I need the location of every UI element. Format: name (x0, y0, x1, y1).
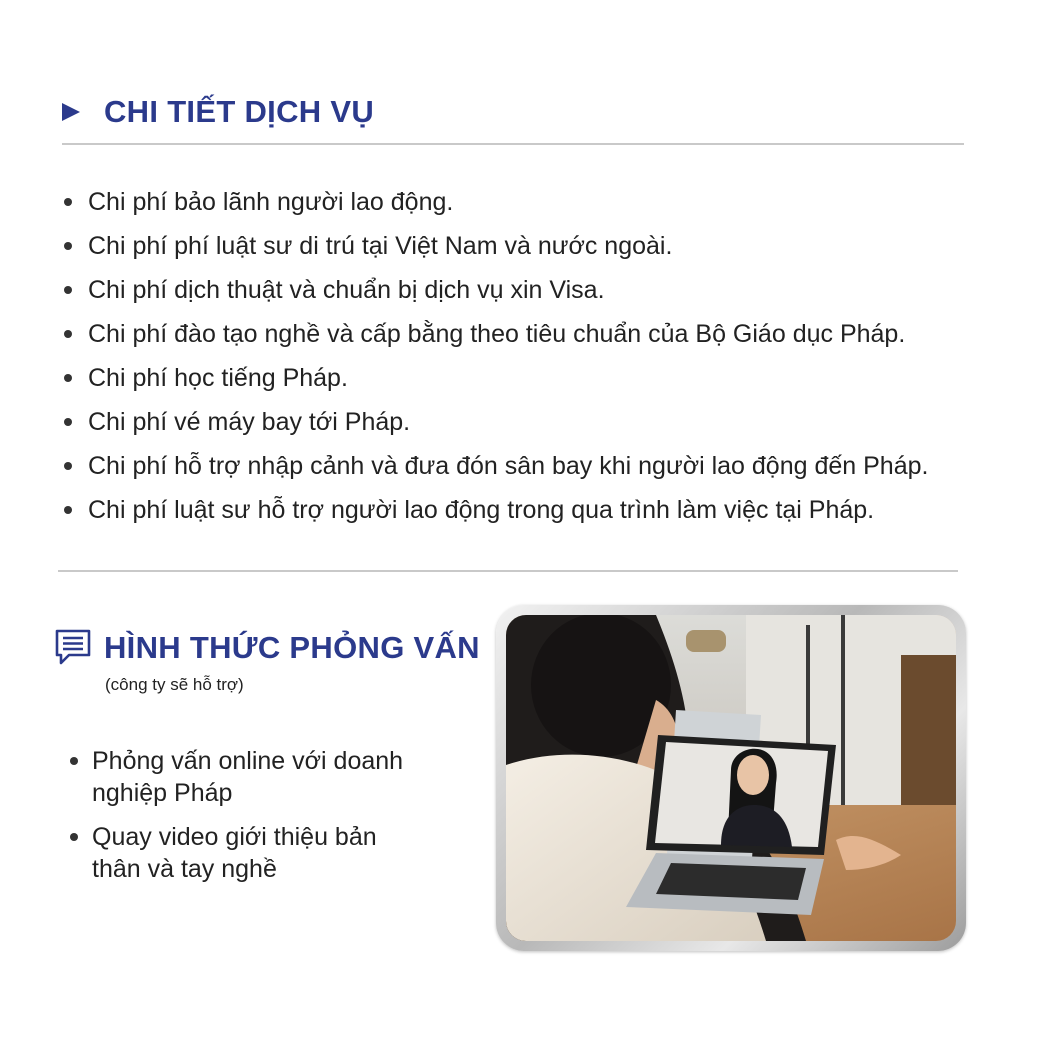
section-header-interview-format (54, 628, 480, 668)
bullet-icon (64, 506, 72, 514)
divider (62, 143, 964, 145)
list-item: Chi phí dịch thuật và chuẩn bị dịch vụ xin Visa. (64, 268, 928, 312)
bullet-icon (64, 242, 72, 250)
bullet-icon (64, 462, 72, 470)
section-title: HÌNH THỨC PHỎNG VẤN (104, 630, 480, 665)
list-item: Chi phí hỗ trợ nhập cảnh và đưa đón sân bay khi người lao động đến Pháp. (64, 444, 928, 488)
list-item: Chi phí bảo lãnh người lao động. (64, 180, 928, 224)
list-item: Phỏng vấn online với doanh nghiệp Pháp (70, 745, 430, 809)
list-item: Chi phí luật sư hỗ trợ người lao động trong qua trình làm việc tại Pháp. (64, 488, 928, 532)
bullet-icon (64, 374, 72, 382)
bullet-icon (70, 833, 78, 841)
bullet-icon (64, 286, 72, 294)
bullet-icon (64, 418, 72, 426)
interview-photo-frame (496, 605, 966, 951)
list-item: Chi phí vé máy bay tới Pháp. (64, 400, 928, 444)
service-details-list (64, 180, 928, 532)
section-subtitle: (công ty sẽ hỗ trợ) (105, 675, 244, 694)
bullet-icon (64, 198, 72, 206)
list-item: Chi phí đào tạo nghề và cấp bằng theo tiêu chuẩn của Bộ Giáo dục Pháp. (64, 312, 928, 356)
divider (58, 570, 958, 572)
list-item: Quay video giới thiệu bản thân và tay nghề (70, 821, 430, 885)
section-title: CHI TIẾT DỊCH VỤ (104, 94, 375, 129)
chat-bubble-icon (54, 628, 92, 668)
video-interview-photo (506, 615, 956, 941)
list-item: Chi phí phí luật sư di trú tại Việt Nam và nước ngoài. (64, 224, 928, 268)
bullet-icon (70, 757, 78, 765)
list-item: Chi phí học tiếng Pháp. (64, 356, 928, 400)
interview-format-list (70, 745, 430, 897)
bullet-icon (64, 330, 72, 338)
triangle-right-icon (62, 103, 80, 121)
section-header-service-details (62, 94, 374, 130)
